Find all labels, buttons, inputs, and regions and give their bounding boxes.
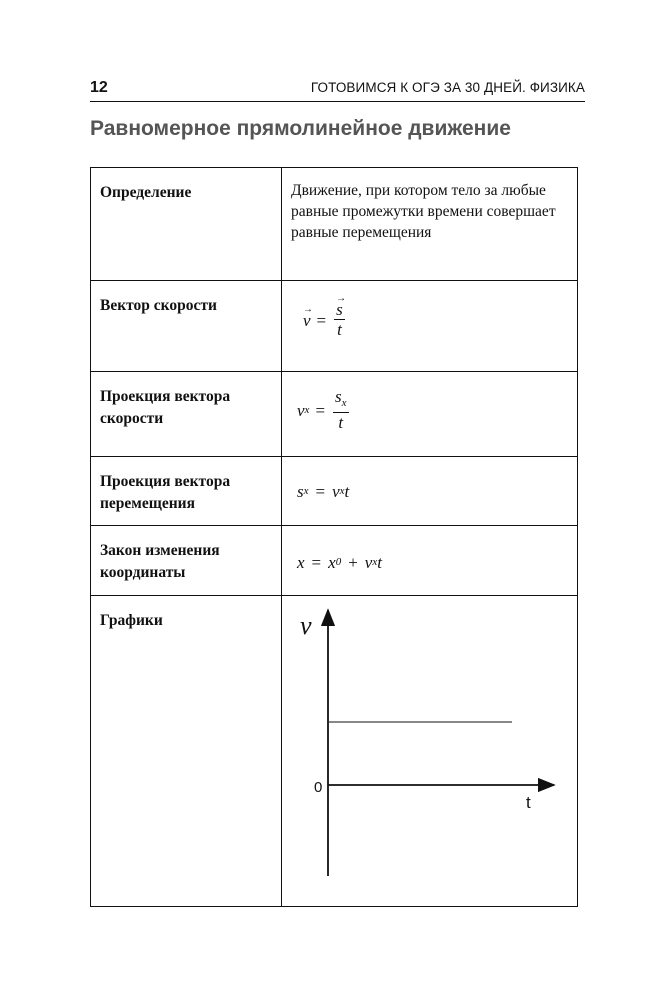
running-title: ГОТОВИМСЯ К ОГЭ ЗА 30 ДНЕЙ. ФИЗИКА [310,80,585,95]
definition-text: Движение, при котором тело за любые равные промежутки времени совершает равные перемещения [282,168,578,281]
y-axis-label: v [300,611,312,640]
table-row [91,168,578,281]
velocity-projection-formula: v x = $\frac{s_x}{t}$ [297,387,347,432]
coordinate-law-formula: x = x 0 + v x t [297,553,382,572]
row-label: Проекция вектора скорости [91,372,282,457]
formula-cell [282,372,578,457]
row-label: Вектор скорости [91,281,282,372]
table-row [91,281,578,372]
formula-cell [282,281,578,372]
row-label: Графики [91,596,282,907]
table-row [91,457,578,526]
row-label: Закон изменения координаты [91,526,282,596]
row-label: Проекция вектора перемещения [91,457,282,526]
velocity-vector-formula: → v = → $\frac{s}{t}$ [303,301,569,340]
table-row [91,372,578,457]
topic-table [90,167,578,907]
x-axis-label: t [526,793,531,812]
page-number: 12 [90,79,108,96]
graph-cell [282,596,578,907]
displacement-projection-formula: s x = v x t [297,482,350,501]
table-row [91,596,578,907]
row-label: Определение [91,168,282,281]
page-header [90,79,585,102]
formula-cell [282,457,578,526]
velocity-time-graph [282,596,577,906]
origin-label: 0 [314,779,323,796]
section-title: Равномерное прямолинейное движение [90,117,511,140]
table-row [91,526,578,596]
formula-cell [282,526,578,596]
